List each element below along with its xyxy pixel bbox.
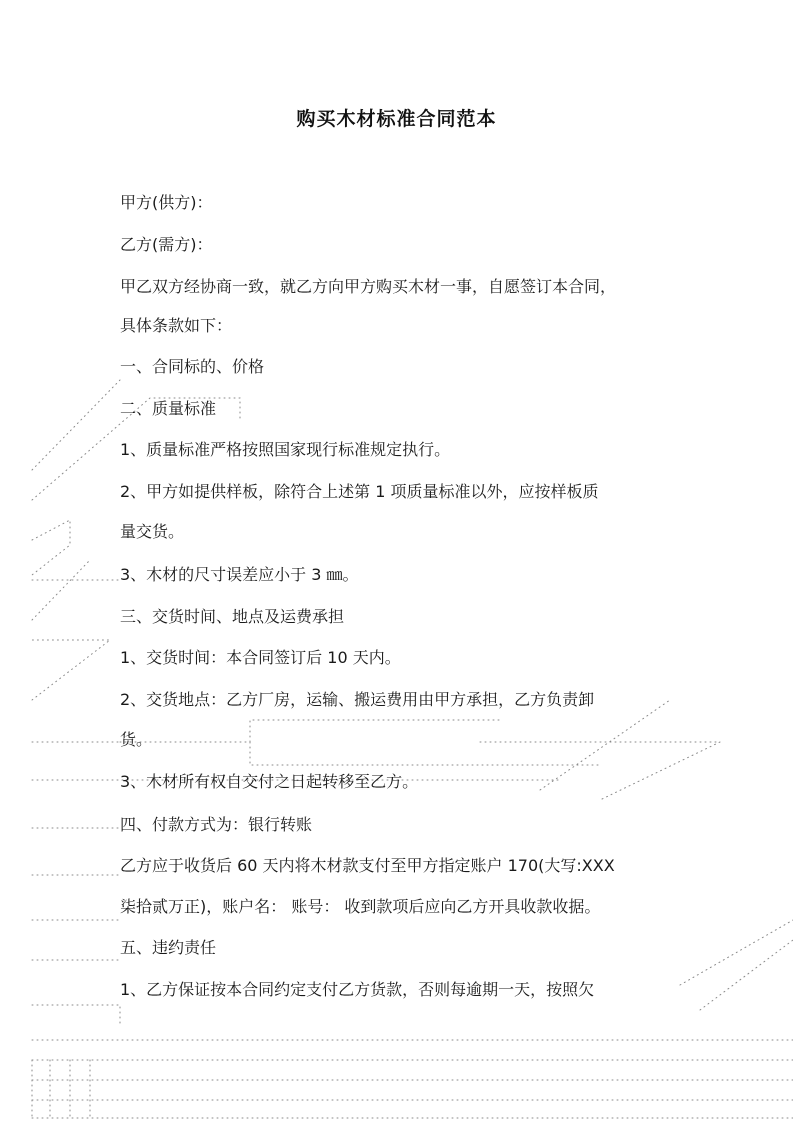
document-title: 购买木材标准合同范本: [296, 108, 497, 130]
section-heading-4: 四、付款方式为：银行转账: [120, 815, 313, 834]
intro-line-1: 甲乙双方经协商一致，就乙方向甲方购买木材一事，自愿签订本合同，: [120, 277, 617, 296]
section-heading-5: 五、违约责任: [120, 938, 217, 957]
clause-2-3: 3、木材的尺寸误差应小于 3 ㎜。: [120, 565, 359, 584]
clause-2-2-line-2: 量交货。: [120, 522, 185, 541]
clause-3-1: 1、交货时间：本合同签订后 10 天内。: [120, 648, 401, 667]
clause-3-3: 3、木材所有权自交付之日起转移至乙方。: [120, 772, 419, 791]
payment-line-1: 乙方应于收货后 60 天内将木材款支付至甲方指定账户 170(大写:XXX: [120, 856, 615, 875]
clause-3-2-line-2: 货。: [120, 730, 153, 749]
payment-line-2: 柒拾贰万正)，账户名： 账号： 收到款项后应向乙方开具收款收据。: [120, 897, 601, 916]
clause-5-1: 1、乙方保证按本合同约定支付乙方货款，否则每逾期一天，按照欠: [120, 980, 595, 999]
section-heading-2: 二、质量标准: [120, 399, 217, 418]
section-heading-1: 一、合同标的、价格: [120, 357, 265, 376]
party-a-line: 甲方(供方)：: [120, 193, 213, 212]
section-heading-3: 三、交货时间、地点及运费承担: [120, 607, 345, 626]
clause-3-2-line-1: 2、交货地点：乙方厂房，运输、搬运费用由甲方承担，乙方负责卸: [120, 690, 595, 709]
clause-2-2-line-1: 2、甲方如提供样板，除符合上述第 1 项质量标准以外，应按样板质: [120, 482, 599, 501]
intro-line-2: 具体条款如下：: [120, 316, 233, 335]
party-b-line: 乙方(需方)：: [120, 235, 213, 254]
clause-2-1: 1、质量标准严格按照国家现行标准规定执行。: [120, 440, 451, 459]
